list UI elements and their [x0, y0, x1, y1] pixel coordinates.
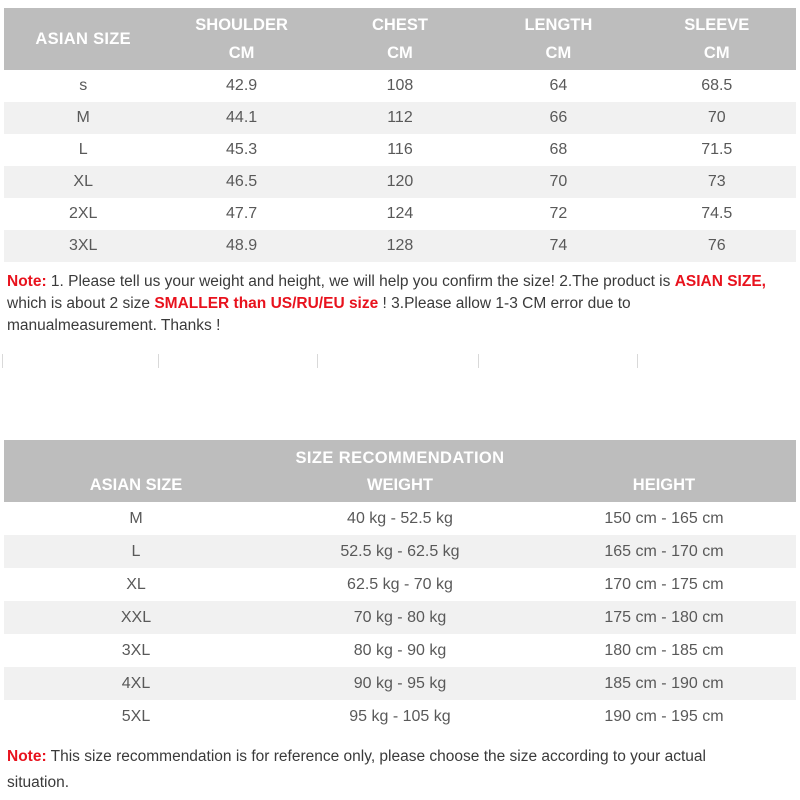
size-cell: M: [76, 109, 90, 126]
height-cell: 170 cm - 175 cm: [604, 575, 724, 593]
column-label: CHEST: [372, 15, 428, 34]
size-cell: L: [131, 542, 141, 560]
size-cell: 5XL: [121, 707, 151, 725]
note-text: This size recommendation is for reference only, please choose the size according to your actual: [46, 748, 706, 765]
recommendation-table-title: SIZE RECOMMENDATION: [295, 449, 505, 467]
height-cell: 185 cm - 190 cm: [604, 674, 724, 692]
column-unit: CM: [228, 43, 255, 62]
weight-cell: 52.5 kg - 62.5 kg: [340, 542, 460, 560]
table-cell: 48.9: [226, 237, 258, 254]
table-cell: 116: [387, 141, 413, 158]
table-row: [4, 134, 796, 166]
table-row: [4, 700, 796, 733]
column-header-height: HEIGHT: [632, 475, 696, 494]
recommendation-table-body: [4, 502, 796, 733]
size-cell: 3XL: [68, 237, 98, 254]
column-header-asian-size: ASIAN SIZE: [89, 475, 183, 494]
column-label: SLEEVE: [684, 15, 750, 34]
table-row: [4, 198, 796, 230]
column-unit: CM: [703, 43, 730, 62]
note-highlight: ASIAN SIZE,: [674, 273, 766, 290]
weight-cell: 62.5 kg - 70 kg: [347, 575, 453, 593]
note-text: 1. Please tell us your weight and height, we will help you confirm the size! 2.The product is: [46, 273, 675, 290]
note-highlight: Note:: [7, 273, 47, 290]
recommendation-table-header: [4, 440, 796, 502]
size-cell: 3XL: [121, 641, 151, 659]
weight-cell: 70 kg - 80 kg: [353, 608, 447, 626]
column-header-sleeve: [638, 8, 796, 70]
recommendation-note: [7, 744, 797, 796]
table-cell: 64: [549, 77, 568, 94]
recommendation-column-headers: [4, 468, 796, 502]
height-cell: 175 cm - 180 cm: [604, 608, 724, 626]
height-cell: 190 cm - 195 cm: [604, 707, 724, 725]
table-cell: 76: [707, 237, 726, 254]
divider-tick: [317, 354, 318, 368]
size-cell: 4XL: [121, 674, 151, 692]
column-header-shoulder: [162, 8, 320, 70]
divider-tick: [637, 354, 638, 368]
note-line: [7, 744, 797, 770]
table-cell: 71.5: [701, 141, 733, 158]
table-row: [4, 166, 796, 198]
table-row: [4, 230, 796, 262]
column-unit: CM: [545, 43, 572, 62]
table-cell: 47.7: [226, 205, 258, 222]
height-cell: 165 cm - 170 cm: [604, 542, 724, 560]
note-text: ! 3.Please allow 1-3 CM error due to: [378, 295, 631, 312]
column-label: LENGTH: [524, 15, 593, 34]
table-cell: 68.5: [701, 77, 733, 94]
table-row: [4, 601, 796, 634]
column-header-weight: WEIGHT: [366, 475, 433, 494]
note-line: [7, 271, 797, 293]
size-cell: M: [129, 509, 143, 527]
table-cell: 74: [549, 237, 568, 254]
weight-cell: 95 kg - 105 kg: [349, 707, 451, 725]
table-cell: 66: [549, 109, 568, 126]
table-row: [4, 634, 796, 667]
size-cell: s: [79, 77, 88, 94]
note-highlight: Note:: [7, 748, 47, 765]
table-row: [4, 568, 796, 601]
measurement-table: [4, 8, 796, 262]
size-cell: 2XL: [68, 205, 98, 222]
table-cell: 73: [707, 173, 726, 190]
weight-cell: 40 kg - 52.5 kg: [347, 509, 453, 527]
note-text: situation.: [7, 774, 70, 791]
note-highlight: SMALLER than US/RU/EU size: [154, 295, 379, 312]
faded-divider-row: [0, 354, 800, 368]
table-cell: 46.5: [226, 173, 258, 190]
size-cell: XL: [126, 575, 146, 593]
weight-cell: 90 kg - 95 kg: [353, 674, 447, 692]
note-line: [7, 315, 797, 331]
height-cell: 150 cm - 165 cm: [604, 509, 724, 527]
table-row: [4, 667, 796, 700]
asian-size-note: [7, 271, 797, 331]
measurement-table-body: [4, 70, 796, 262]
size-cell: XXL: [120, 608, 152, 626]
table-cell: 124: [386, 205, 414, 222]
table-cell: 72: [549, 205, 568, 222]
note-text: which is about 2 size: [7, 295, 155, 312]
table-cell: 44.1: [226, 109, 258, 126]
size-cell: XL: [73, 173, 93, 190]
table-cell: 112: [387, 109, 413, 126]
table-cell: 108: [386, 77, 414, 94]
table-cell: 128: [386, 237, 414, 254]
measurement-table-header: [4, 8, 796, 70]
divider-tick: [478, 354, 479, 368]
table-cell: 68: [549, 141, 568, 158]
size-recommendation-table: [4, 440, 796, 733]
table-row: [4, 502, 796, 535]
table-cell: 120: [386, 173, 414, 190]
note-text: manualmeasurement. Thanks !: [7, 317, 221, 331]
column-label: SHOULDER: [195, 15, 288, 34]
divider-tick: [158, 354, 159, 368]
height-cell: 180 cm - 185 cm: [604, 641, 724, 659]
table-row: [4, 102, 796, 134]
table-cell: 45.3: [226, 141, 258, 158]
table-cell: 74.5: [701, 205, 733, 222]
table-cell: 70: [549, 173, 568, 190]
weight-cell: 80 kg - 90 kg: [353, 641, 447, 659]
column-header-chest: [321, 8, 479, 70]
column-unit: CM: [387, 43, 413, 62]
size-cell: L: [78, 141, 88, 158]
table-row: [4, 70, 796, 102]
column-header-length: [479, 8, 637, 70]
note-line: [7, 770, 797, 796]
divider-tick: [2, 354, 3, 368]
table-cell: 70: [707, 109, 726, 126]
note-line: [7, 293, 797, 315]
table-cell: 42.9: [226, 77, 258, 94]
column-header-asian-size: ASIAN SIZE: [35, 29, 131, 48]
table-row: [4, 535, 796, 568]
